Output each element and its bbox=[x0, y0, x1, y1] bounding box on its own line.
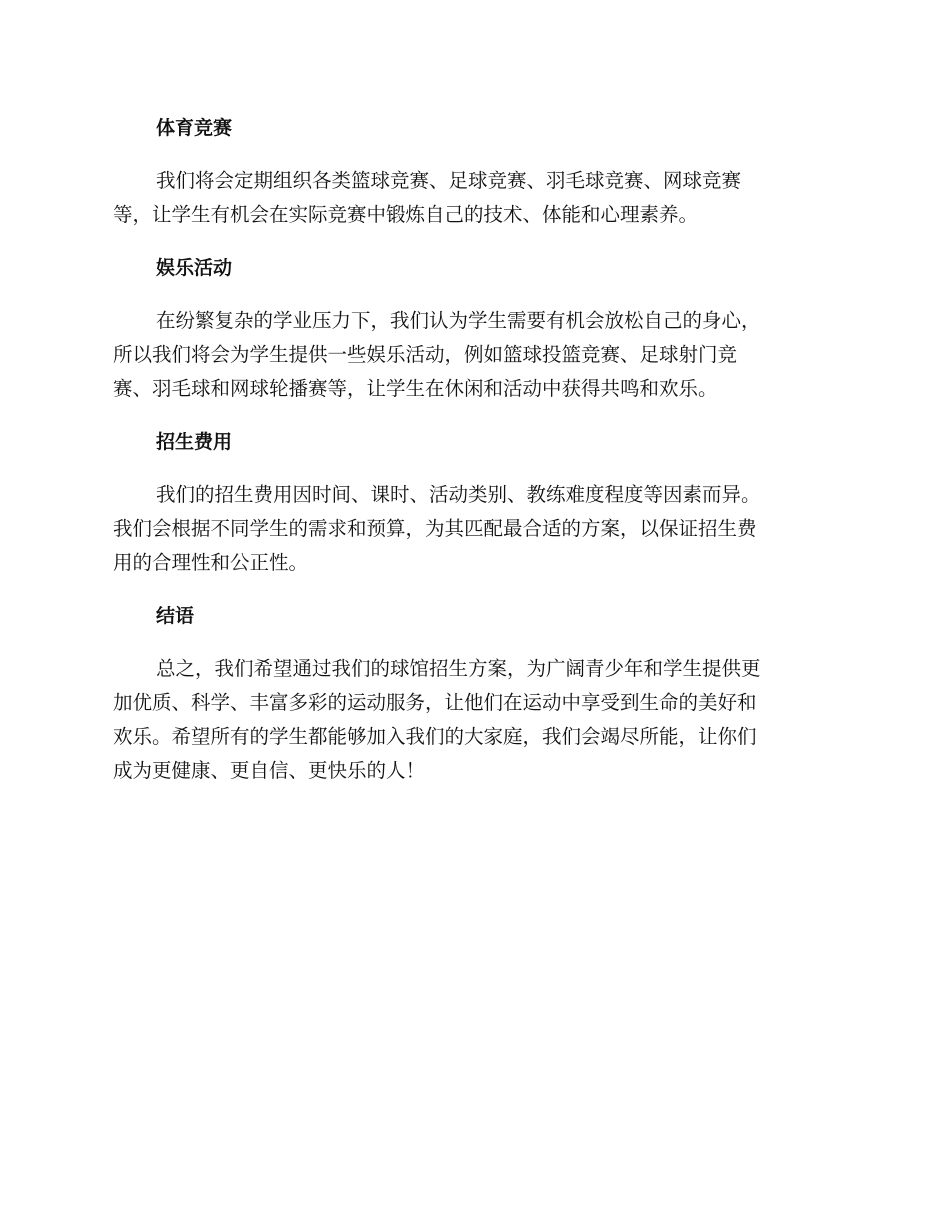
paragraph-line: 欢乐。希望所有的学生都能够加入我们的大家庭，我们会竭尽所能，让你们 bbox=[113, 725, 757, 748]
section-heading: 结语 bbox=[156, 605, 195, 627]
section-heading: 娱乐活动 bbox=[156, 257, 233, 279]
paragraph-line: 总之，我们希望通过我们的球馆招生方案，为广阔青少年和学生提供更 bbox=[156, 657, 761, 680]
paragraph-line: 用的合理性和公正性。 bbox=[113, 551, 309, 574]
section-paragraph bbox=[113, 164, 835, 232]
paragraph-line: 赛、羽毛球和网球轮播赛等，让学生在休闲和活动中获得共鸣和欢乐。 bbox=[113, 377, 718, 400]
paragraph-line: 加优质、科学、丰富多彩的运动服务，让他们在运动中享受到生命的美好和 bbox=[113, 691, 757, 714]
section-enrollment-fees bbox=[113, 426, 835, 580]
paragraph-line: 等，让学生有机会在实际竞赛中锻炼自己的技术、体能和心理素养。 bbox=[113, 203, 699, 226]
document-page bbox=[113, 112, 835, 808]
section-heading: 体育竞赛 bbox=[156, 117, 233, 139]
section-paragraph bbox=[113, 304, 835, 406]
paragraph-line: 我们会根据不同学生的需求和预算，为其匹配最合适的方案，以保证招生费 bbox=[113, 517, 757, 540]
paragraph-line: 我们的招生费用因时间、课时、活动类别、教练难度程度等因素而异。 bbox=[156, 483, 761, 506]
paragraph-line: 成为更健康、更自信、更快乐的人！ bbox=[113, 759, 426, 782]
section-paragraph bbox=[113, 652, 835, 788]
section-conclusion bbox=[113, 600, 835, 788]
paragraph-line: 我们将会定期组织各类篮球竞赛、足球竞赛、羽毛球竞赛、网球竞赛 bbox=[156, 169, 742, 192]
section-heading: 招生费用 bbox=[156, 431, 233, 453]
section-entertainment bbox=[113, 252, 835, 406]
paragraph-line: 在纷繁复杂的学业压力下，我们认为学生需要有机会放松自己的身心， bbox=[156, 309, 761, 332]
section-paragraph bbox=[113, 478, 835, 580]
paragraph-line: 所以我们将会为学生提供一些娱乐活动，例如篮球投篮竞赛、足球射门竞 bbox=[113, 343, 738, 366]
section-sports-competition bbox=[113, 112, 835, 232]
